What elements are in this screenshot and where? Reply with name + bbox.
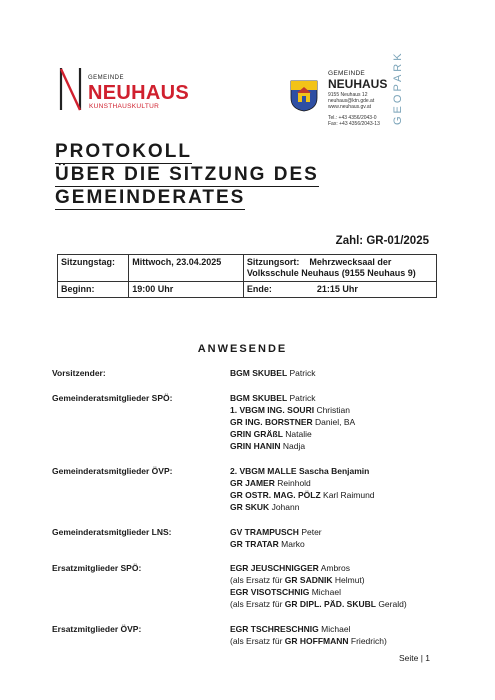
beginn-label: Beginn: xyxy=(58,282,129,298)
beginn-value: 19:00 Uhr xyxy=(129,282,244,298)
title-line-1-text: PROTOKOLL xyxy=(55,141,192,162)
vorsitz-label: Vorsitzender: xyxy=(52,368,106,378)
ersatz-spoe-label: Ersatzmitglieder SPÖ: xyxy=(52,563,142,573)
list-item: GRIN HANIN Nadja xyxy=(230,441,306,451)
document-number: Zahl: GR-01/2025 xyxy=(335,235,429,247)
coat-of-arms-icon xyxy=(290,80,318,112)
email-line: neuhaus@ktn.gde.at xyxy=(328,98,375,104)
list-item: BGM SKUBEL Patrick xyxy=(230,393,316,403)
title-line-1 xyxy=(55,141,192,163)
list-item: GR ING. BORSTNER Daniel, BA xyxy=(230,417,356,427)
list-item: (als Ersatz für GR HOFFMANN Friedrich) xyxy=(230,636,387,646)
list-item: EGR TSCHRESCHNIG Michael xyxy=(230,624,351,634)
fax-line: Fax: +43 4356/2043-13 xyxy=(328,121,380,127)
geopark-vertical-text: GEOPARK xyxy=(392,50,404,125)
list-item: GRIN GRÄßL Natalie xyxy=(230,429,312,439)
list-item: GR JAMER Reinhold xyxy=(230,478,311,488)
list-item: EGR VISOTSCHNIG Michael xyxy=(230,587,341,597)
title-line-3 xyxy=(55,187,245,209)
website-line: www.neuhaus.gv.at xyxy=(328,104,371,110)
sitzungstag-label: Sitzungstag: xyxy=(58,255,129,282)
ende-value: 21:15 Uhr xyxy=(316,284,358,294)
sitzungstag-value: Mittwoch, 23.04.2025 xyxy=(129,255,244,282)
session-info-table xyxy=(57,254,437,298)
telephone-line: Tel.: +43 4356/2043-0 xyxy=(328,115,377,121)
table-row xyxy=(58,255,437,282)
right-header-name: NEUHAUS xyxy=(328,77,388,91)
list-item: GR TRATAR Marko xyxy=(230,539,305,549)
table-row xyxy=(58,282,437,298)
list-item: GR OSTR. MAG. PÖLZ Karl Raimund xyxy=(230,490,375,500)
address-line: 9155 Neuhaus 12 xyxy=(328,92,368,98)
sitzungsort-label: Sitzungsort: xyxy=(246,257,300,267)
sitzungsort-value-1: Mehrzwecksaal der xyxy=(309,257,392,267)
anwesende-heading-text: ANWESENDE xyxy=(197,343,288,355)
list-item: BGM SKUBEL Patrick xyxy=(230,368,316,378)
left-logo-gemeinde: GEMEINDE xyxy=(88,75,125,81)
title-line-2 xyxy=(55,164,319,186)
ersatz-oevp-label: Ersatzmitglieder ÖVP: xyxy=(52,624,142,634)
lns-names xyxy=(230,526,322,550)
right-header-label: GEMEINDE xyxy=(328,70,366,77)
vorsitz-names xyxy=(230,367,315,379)
title-line-3-text: GEMEINDERATES xyxy=(55,187,246,208)
list-item: 1. VBGM ING. SOURI Christian xyxy=(230,405,350,415)
right-header-address xyxy=(328,92,374,110)
list-item: (als Ersatz für GR SADNIK Helmut) xyxy=(230,575,365,585)
right-header-phone xyxy=(328,115,380,127)
sitzungsort-cell xyxy=(243,255,436,282)
list-item: (als Ersatz für GR DIPL. PÄD. SKUBL Gerald) xyxy=(230,599,407,609)
list-item: EGR JEUSCHNIGGER Ambros xyxy=(230,563,350,573)
left-logo-neuhaus: NEUHAUS xyxy=(88,82,189,104)
left-logo-subtitle: KUNSTHAUSKULTUR xyxy=(89,103,160,110)
anwesende-heading xyxy=(0,343,495,355)
oevp-label: Gemeinderatsmitglieder ÖVP: xyxy=(52,466,173,476)
list-item: GR SKUK Johann xyxy=(230,502,300,512)
ende-cell xyxy=(243,282,436,298)
ersatz-oevp-names xyxy=(230,623,387,647)
oevp-names xyxy=(230,465,375,513)
sitzungsort-value-2: Volksschule Neuhaus (9155 Neuhaus 9) xyxy=(246,268,416,278)
ersatz-spoe-names xyxy=(230,562,407,610)
ende-label: Ende: xyxy=(246,284,272,294)
spoe-names xyxy=(230,392,355,452)
lns-label: Gemeinderatsmitglieder LNS: xyxy=(52,527,172,537)
list-item: 2. VBGM MALLE Sascha Benjamin xyxy=(230,466,370,476)
page-number: Seite | 1 xyxy=(399,653,431,663)
title-line-2-text: ÜBER DIE SITZUNG DES xyxy=(55,164,319,185)
list-item: GV TRAMPUSCH Peter xyxy=(230,527,322,537)
neuhaus-n-logo-icon xyxy=(58,66,84,112)
spoe-label: Gemeinderatsmitglieder SPÖ: xyxy=(52,393,173,403)
